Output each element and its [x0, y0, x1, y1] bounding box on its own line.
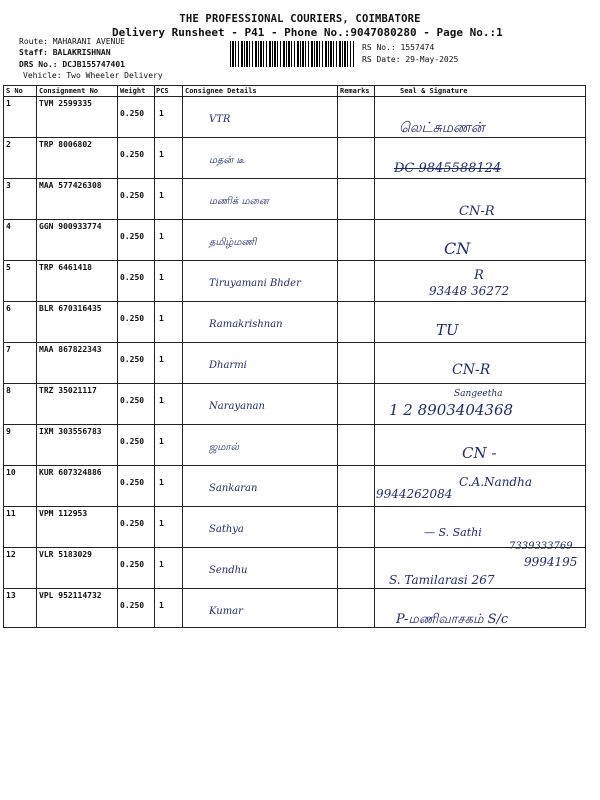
header-pcs: PCS — [156, 87, 169, 95]
vehicle-label: Vehicle: — [23, 71, 62, 80]
sno-cell: 8 — [6, 386, 11, 395]
drs-label: DRS No.: — [19, 60, 58, 69]
rs-date-line — [362, 55, 458, 64]
pcs-cell: 1 — [159, 232, 164, 241]
signature-text: 9994195 — [524, 555, 578, 569]
sno-cell: 13 — [6, 591, 16, 600]
header-signature: Seal & Signature — [400, 87, 468, 95]
sno-cell: 2 — [6, 140, 11, 149]
row-divider — [4, 547, 585, 548]
header-weight: Weight — [120, 87, 146, 95]
row-divider — [4, 178, 585, 179]
sno-cell: 11 — [6, 509, 16, 518]
consignee-cell: Sankaran — [209, 483, 258, 494]
company-name: THE PROFESSIONAL COURIERS, COIMBATORE — [179, 13, 421, 25]
row-divider — [4, 506, 585, 507]
weight-cell: 0.250 — [120, 273, 145, 282]
header-sno: S No — [6, 87, 23, 95]
consignee-cell: Sendhu — [209, 565, 248, 576]
header-divider — [4, 96, 585, 97]
staff-line — [19, 48, 111, 57]
consignment-cell: MAA 867822343 — [39, 345, 102, 354]
column-divider — [117, 86, 118, 627]
weight-cell: 0.250 — [120, 191, 145, 200]
column-divider — [182, 86, 183, 627]
consignment-cell: VLR 5183029 — [39, 550, 92, 559]
sno-cell: 6 — [6, 304, 11, 313]
vehicle-value: Two Wheeler Delivery — [66, 71, 163, 80]
weight-cell: 0.250 — [120, 396, 145, 405]
rs-no-value: 1557474 — [400, 43, 435, 52]
consignment-cell: BLR 670316435 — [39, 304, 102, 313]
pcs-cell: 1 — [159, 191, 164, 200]
consignee-cell: ஜமால் — [209, 442, 239, 453]
weight-cell: 0.250 — [120, 601, 145, 610]
rs-date-value: 29-May-2025 — [405, 55, 459, 64]
sno-cell: 10 — [6, 468, 16, 477]
weight-cell: 0.250 — [120, 478, 145, 487]
header-remarks: Remarks — [340, 87, 370, 95]
pcs-cell: 1 — [159, 150, 164, 159]
consignee-cell: Narayanan — [209, 401, 265, 412]
weight-cell: 0.250 — [120, 232, 145, 241]
row-divider — [4, 424, 585, 425]
weight-cell: 0.250 — [120, 314, 145, 323]
signature-text: 9944262084 — [376, 487, 453, 501]
row-divider — [4, 383, 585, 384]
signature-text: — S. Sathi — [424, 526, 482, 539]
consignment-cell: VPL 952114732 — [39, 591, 102, 600]
sno-cell: 9 — [6, 427, 11, 436]
sno-cell: 12 — [6, 550, 16, 559]
signature-text: 1 2 8903404368 — [389, 401, 514, 419]
consignment-cell: VPM 112953 — [39, 509, 88, 518]
runsheet-barcode — [230, 41, 354, 67]
row-divider — [4, 137, 585, 138]
pcs-cell: 1 — [159, 519, 164, 528]
rs-no-line — [362, 43, 434, 52]
weight-cell: 0.250 — [120, 355, 145, 364]
consignment-cell: TRP 6461418 — [39, 263, 92, 272]
row-divider — [4, 301, 585, 302]
consignment-cell: MAA 577426308 — [39, 181, 102, 190]
column-divider — [36, 86, 37, 627]
staff-label: Staff: — [19, 48, 48, 57]
signature-text: லெட்சுமணன் — [399, 120, 485, 136]
weight-cell: 0.250 — [120, 560, 145, 569]
column-divider — [374, 86, 375, 627]
route-label: Route: — [19, 37, 48, 46]
consignee-cell: Tiruyamani Bhder — [209, 278, 301, 289]
sno-cell: 1 — [6, 99, 11, 108]
signature-text: CN-R — [459, 204, 495, 219]
row-divider — [4, 219, 585, 220]
drs-line — [19, 60, 125, 69]
pcs-cell: 1 — [159, 314, 164, 323]
route-value: MAHARANI AVENUE — [52, 37, 125, 46]
consignee-cell: மணிக் மனை — [209, 196, 269, 207]
signature-text: C.A.Nandha — [459, 475, 532, 489]
signature-text: R — [474, 268, 484, 283]
consignment-cell: TRP 8006802 — [39, 140, 92, 149]
consignee-cell: மதன் டீ — [209, 155, 245, 166]
pcs-cell: 1 — [159, 601, 164, 610]
row-divider — [4, 260, 585, 261]
pcs-cell: 1 — [159, 355, 164, 364]
consignee-cell: VTR — [209, 114, 231, 125]
consignee-cell: Dharmi — [209, 360, 247, 371]
signature-text: 93448 36272 — [429, 284, 510, 298]
signature-text: DC 9845588124 — [394, 161, 502, 176]
consignment-cell: TVM 2599335 — [39, 99, 92, 108]
consignee-cell: Ramakrishnan — [209, 319, 283, 330]
pcs-cell: 1 — [159, 478, 164, 487]
signature-text: 7339333769 — [509, 541, 573, 552]
consignment-cell: TRZ 35021117 — [39, 386, 97, 395]
weight-cell: 0.250 — [120, 109, 145, 118]
vehicle-line — [23, 71, 163, 80]
pcs-cell: 1 — [159, 560, 164, 569]
consignee-cell: தமிழ்மணி — [209, 237, 257, 248]
pcs-cell: 1 — [159, 273, 164, 282]
signature-text: CN - — [462, 444, 497, 462]
signature-text: S. Tamilarasi 267 — [389, 573, 495, 587]
signature-text: CN — [444, 239, 471, 258]
weight-cell: 0.250 — [120, 437, 145, 446]
row-divider — [4, 465, 585, 466]
signature-text: Sangeetha — [454, 389, 503, 399]
rs-date-label: RS Date: — [362, 55, 401, 64]
weight-cell: 0.250 — [120, 519, 145, 528]
header-consignee: Consignee Details — [185, 87, 257, 95]
sno-cell: 3 — [6, 181, 11, 190]
consignment-cell: KUR 607324886 — [39, 468, 102, 477]
route-line — [19, 37, 125, 46]
pcs-cell: 1 — [159, 109, 164, 118]
pcs-cell: 1 — [159, 396, 164, 405]
signature-text: P-மணிவாசகம் S/c — [396, 612, 509, 627]
delivery-table — [3, 85, 586, 628]
sno-cell: 7 — [6, 345, 11, 354]
sno-cell: 5 — [6, 263, 11, 272]
consignee-cell: Kumar — [209, 606, 243, 617]
consignment-cell: GGN 900933774 — [39, 222, 102, 231]
drs-value: DCJB155747401 — [62, 60, 125, 69]
rs-no-label: RS No.: — [362, 43, 396, 52]
signature-text: TU — [436, 321, 459, 339]
row-divider — [4, 342, 585, 343]
column-divider — [154, 86, 155, 627]
header-consignment: Consignment No — [39, 87, 99, 95]
signature-text: CN-R — [452, 362, 491, 378]
column-divider — [337, 86, 338, 627]
sno-cell: 4 — [6, 222, 11, 231]
row-divider — [4, 588, 585, 589]
weight-cell: 0.250 — [120, 150, 145, 159]
runsheet-title: Delivery Runsheet - P41 - Phone No.:9047080280 - Page No.:1 — [112, 26, 503, 39]
pcs-cell: 1 — [159, 437, 164, 446]
staff-value: BALAKRISHNAN — [52, 48, 111, 57]
consignee-cell: Sathya — [209, 524, 244, 535]
consignment-cell: IXM 303556783 — [39, 427, 102, 436]
